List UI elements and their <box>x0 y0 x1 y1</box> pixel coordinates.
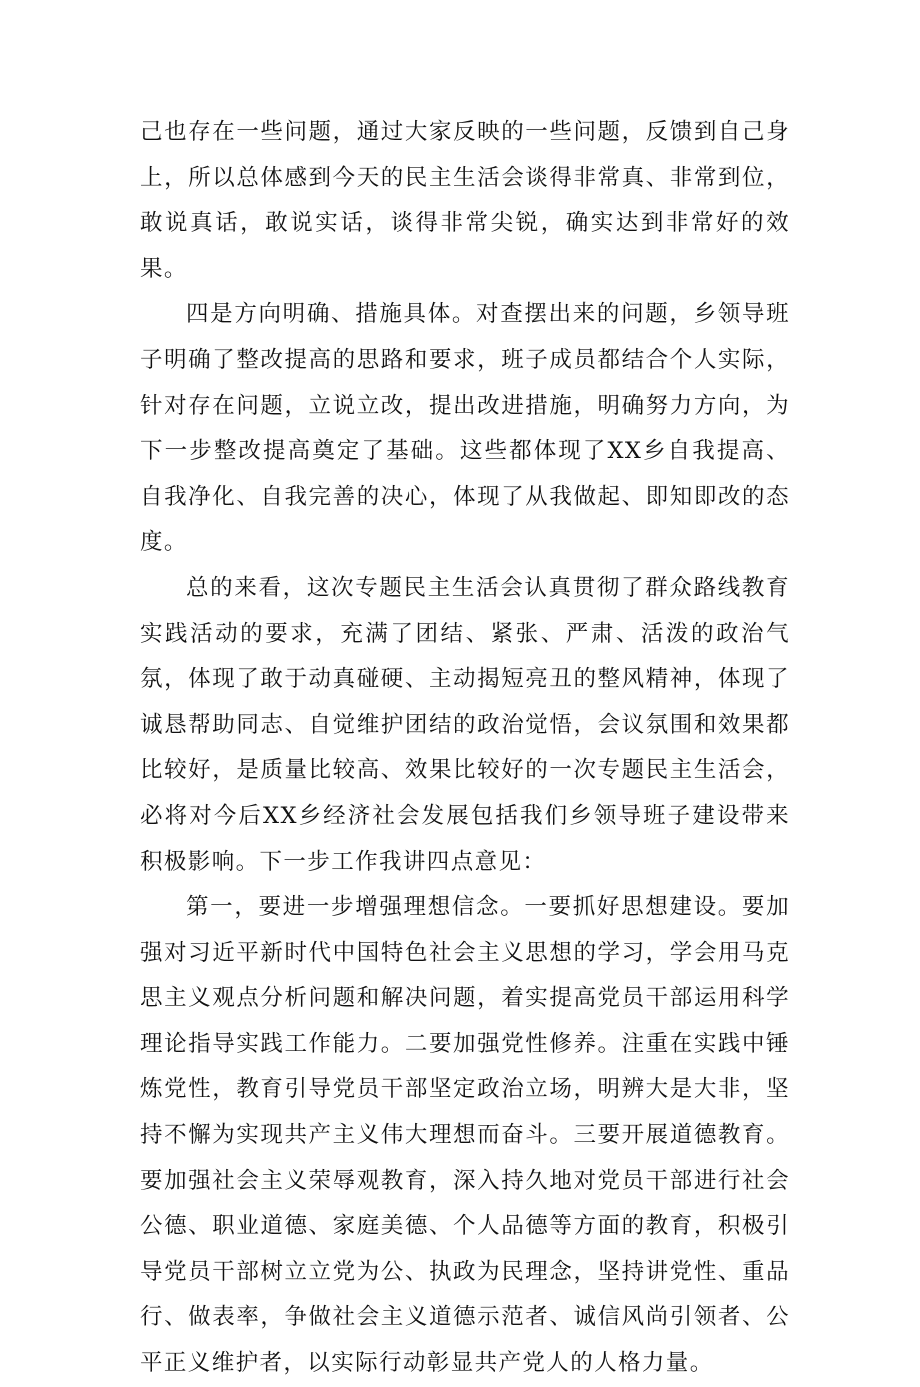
paragraph-2: 四是方向明确、措施具体。对查摆出来的问题，乡领导班子明确了整改提高的思路和要求，班子成员都结合个人实际，针对存在问题，立说立改，提出改进措施，明确努力方向，为下一步整改提高奠定了基础。这些都体现了XX乡自我提高、自我净化、自我完善的决心，体现了从我做起、即知即改的态度。 <box>140 301 790 556</box>
paragraph-1: 己也存在一些问题，通过大家反映的一些问题，反馈到自己身上，所以总体感到今天的民主生活会谈得非常真、非常到位，敢说真话，敢说实话，谈得非常尖锐，确实达到非常好的效果。 <box>140 119 790 282</box>
document-body <box>140 110 790 1387</box>
paragraph-3: 总的来看，这次专题民主生活会认真贯彻了群众路线教育实践活动的要求，充满了团结、紧张、严肃、活泼的政治气氛，体现了敢于动真碰硬、主动揭短亮丑的整风精神，体现了诚恳帮助同志、自觉维护团结的政治觉悟，会议氛围和效果都比较好，是质量比较高、效果比较好的一次专题民主生活会，必将对今后XX乡经济社会发展包括我们乡领导班子建设带来积极影响。下一步工作我讲四点意见： <box>140 574 790 875</box>
paragraph-4: 第一，要进一步增强理想信念。一要抓好思想建设。要加强对习近平新时代中国特色社会主义思想的学习，学会用马克思主义观点分析问题和解决问题，着实提高党员干部运用科学理论指导实践工作能力。二要加强党性修养。注重在实践中锤炼党性，教育引导党员干部坚定政治立场，明辨大是大非，坚持不懈为实现共产主义伟大理想而奋斗。三要开展道德教育。要加强社会主义荣辱观教育，深入持久地对党员干部进行社会公德、职业道德、家庭美德、个人品德等方面的教育，积极引导党员干部树立立党为公、执政为民理念，坚持讲党性、重品行、做表率，争做社会主义道德示范者、诚信风尚引领者、公平正义维护者，以实际行动彰显共产党人的人格力量。 <box>140 894 790 1377</box>
